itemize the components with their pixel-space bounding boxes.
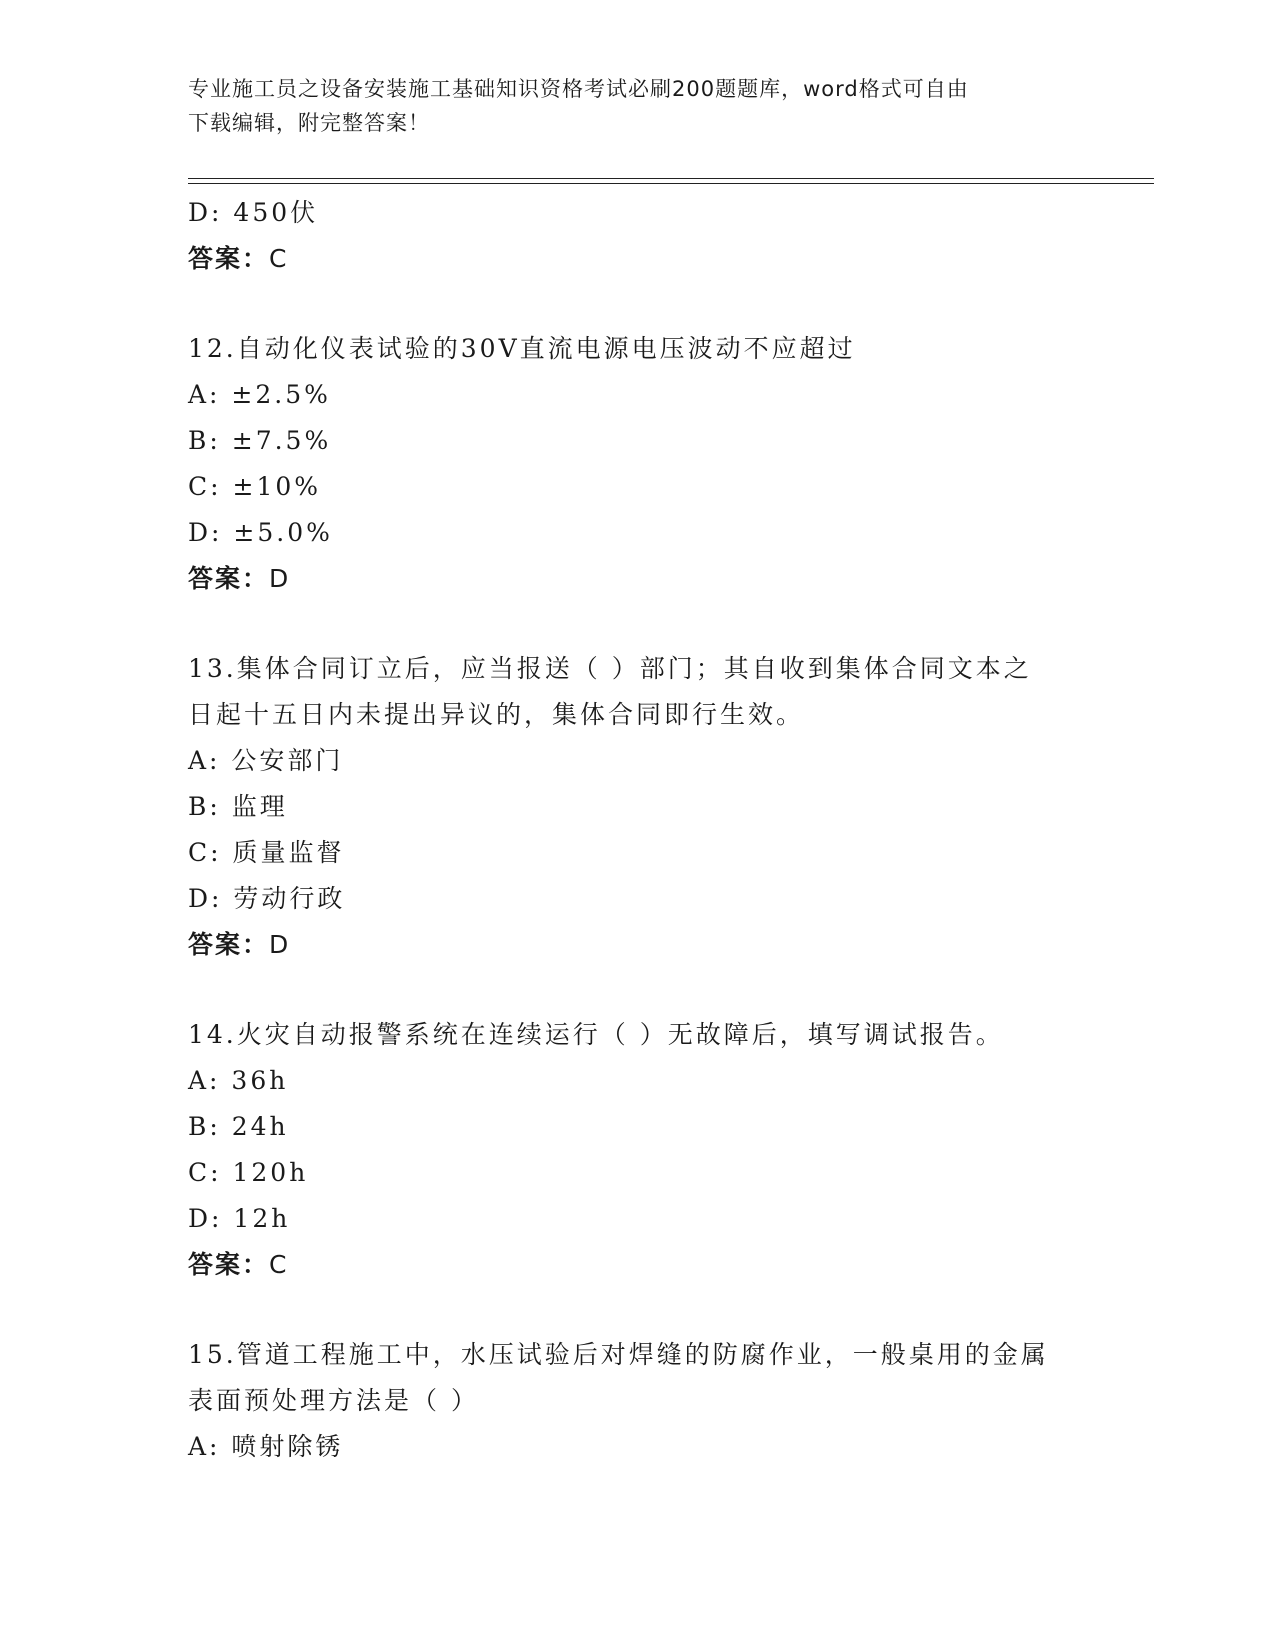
answer-label: 答案： [188,244,270,273]
option-b: B: ±7.5% [188,426,332,455]
option-d: D: 12h [188,1204,291,1233]
answer-label: 答案： [188,1250,270,1279]
question-14 [188,1012,1088,1288]
option-b: B: 24h [188,1112,289,1141]
option-a: A: ±2.5% [188,380,331,409]
question-list [188,190,1088,1470]
answer-line [188,236,1088,282]
header-divider-bottom [188,183,1154,184]
question-stem-line-1: 15.管道工程施工中，水压试验后对焊缝的防腐作业，一般桌用的金属 [188,1340,1049,1369]
question-stem-line-2: 日起十五日内未提出异议的，集体合同即行生效。 [188,700,805,729]
question-15 [188,1332,1088,1470]
question-stem-line-1: 13.集体合同订立后，应当报送（ ）部门；其自收到集体合同文本之 [188,654,1032,683]
answer-label: 答案： [188,564,270,593]
header-divider-top [188,178,1154,179]
answer-value: D [269,564,291,593]
answer-line [188,1242,1088,1288]
option-a: A: 36h [188,1066,289,1095]
answer-value: D [269,930,291,959]
answer-label: 答案： [188,930,270,959]
option-c: C: 质量监督 [188,838,345,867]
question-11-tail [188,190,1088,282]
option-d: D: 劳动行政 [188,884,346,913]
header-line-2: 下载编辑，附完整答案！ [188,111,430,135]
answer-line [188,922,1088,968]
question-stem: 14.火灾自动报警系统在连续运行（ ）无故障后，填写调试报告。 [188,1020,1004,1049]
option-b: B: 监理 [188,792,288,821]
header-line-1: 专业施工员之设备安装施工基础知识资格考试必刷200题题库，word格式可自由 [188,77,969,101]
question-13 [188,646,1088,968]
answer-value: C [269,1250,289,1279]
question-stem-line-2: 表面预处理方法是（ ） [188,1386,479,1415]
option-c: C: 120h [188,1158,309,1187]
answer-line [188,556,1088,602]
option-d: D: ±5.0% [188,518,333,547]
option-d: D: 450伏 [188,198,319,227]
question-stem: 12.自动化仪表试验的30V直流电源电压波动不应超过 [188,334,856,363]
option-a: A: 喷射除锈 [188,1432,344,1461]
option-c: C: ±10% [188,472,322,501]
answer-value: C [269,244,289,273]
option-a: A: 公安部门 [188,746,344,775]
document-header [188,72,1088,140]
question-12 [188,326,1088,602]
